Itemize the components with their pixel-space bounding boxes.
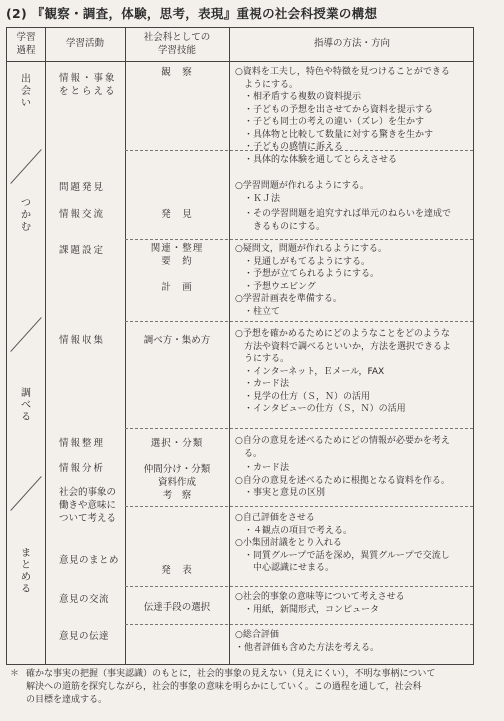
process-shiraberu: 調 べ る	[21, 388, 31, 423]
process-divider	[10, 317, 42, 352]
activity-item: 課題設定	[59, 245, 106, 256]
row-separator	[125, 239, 473, 240]
header-activity: 学習活動	[65, 38, 104, 49]
row-separator	[125, 321, 473, 322]
activity-item: 情報整理	[59, 438, 106, 449]
skill-item: 発 表	[161, 565, 193, 576]
guidance-item: ○資料を工夫し，特色や特徴を見つけることができる ようにする。 ・相矛盾する複数の資料提示 ・子どもの予想を出させてから資料を提示する ・子ども同士の考えの違い（ズレ）を生かす ・具体物と比較して数量に対する驚きを生かす ・子どもの感情に訴える ・具体的な体験を通してとらえさせる	[235, 67, 450, 165]
skill-item: 調べ方・集め方	[143, 335, 211, 346]
header-skill: 社会科としての 学習技能	[143, 32, 211, 56]
activity-item: 社会的事象の 働きや意味に ついて考える	[59, 487, 117, 524]
guidance-item: ○総合評価 ・他者評価も含めた方法を考える。	[235, 630, 380, 653]
skill-item: 関連・整理 要 約 計 画	[150, 243, 204, 293]
activity-item: 情報・事象 をとらえる	[59, 73, 117, 97]
guidance-item: ・カード法 ○自分の意見を述べるために根拠となる資料を作る。 ・事実と意見の区別	[235, 463, 450, 498]
header-divider	[7, 61, 473, 62]
process-tsukamu: つ か む	[21, 198, 31, 233]
process-deai: 出 会 い	[21, 74, 31, 109]
footnote-text: 確かな事実の把握（事実認識）のもとに，社会的事象の見えない（見えにくい），不明な事柄について 解決への道筋を探究しながら，社会的事象の意味を明らかにしていく。この過程を通して，社会科 の目標を達成する。	[26, 669, 436, 705]
column-divider	[45, 28, 46, 664]
activity-item: 意見の交流	[59, 594, 110, 605]
process-divider	[10, 476, 42, 511]
column-divider	[229, 28, 230, 664]
footnote	[4, 668, 502, 707]
skill-item: 仲間分け・分類 資料作成 考 察	[143, 464, 211, 501]
guidance-item: ○予想を確かめるためにどのようなことをどのような 方法や資料で調べるといいか，方法を選択できるよ うにする。 ・インターネット，Ｅメール，FAX ・カード法 ・見学の仕方（Ｓ，Ｎ）の活用 ・インタビューの仕方（Ｓ，Ｎ）の活用	[235, 329, 452, 414]
page-title: (2) 『観察・調査，体験，思考，表現』重視の社会科授業の構想	[6, 6, 378, 21]
header-process: 学習 過程	[16, 32, 36, 56]
guidance-item: ○自分の意見を述べるためにどの情報が必要かを考え る。	[235, 436, 450, 459]
header-guidance: 指導の方法・方向	[313, 38, 390, 49]
row-separator	[125, 428, 473, 429]
process-divider	[10, 149, 42, 184]
skill-item: 選択・分類	[150, 438, 204, 449]
activity-item: 情報分析	[59, 463, 106, 474]
activity-item: 情報交流	[59, 209, 106, 220]
guidance-item: ○社会的事象の意味等について考えさせる ・用紙，新聞形式，コンピュータ	[235, 592, 405, 615]
skill-item: 観 察	[161, 67, 193, 78]
guidance-item: ○学習問題が作れるようにする。 ・ＫＪ法	[235, 181, 369, 204]
guidance-item: ○疑問文，問題が作れるようにする。 ・見通しがもてるようにする。 ・予想が立てられるようにする。 ・予想ウエビング ○学習計画表を準備する。 ・柱立て	[235, 244, 387, 317]
lesson-plan-table	[6, 27, 474, 665]
column-divider	[125, 28, 126, 664]
guidance-item: ○自己評価をさせる ・４観点の項目で考える。 ○小集団討議をとり入れる ・同質グループで話を深め，異質グループで交流し 中心認識にせまる。	[235, 513, 450, 573]
footnote-marker: ＊	[10, 669, 20, 679]
activity-item: 意見の伝達	[59, 631, 110, 642]
row-separator	[125, 624, 473, 625]
activity-item: 問題発見	[59, 182, 106, 193]
skill-item: 発 見	[161, 209, 193, 220]
row-separator	[125, 506, 473, 507]
process-matomeru: ま と め る	[21, 548, 31, 595]
skill-item: 伝達手段の選択	[143, 602, 211, 613]
activity-item: 意見のまとめ	[59, 555, 120, 566]
activity-item: 情報収集	[59, 335, 106, 346]
guidance-item: ・その学習問題を追究すれば単元のねらいを達成で きるものにする。	[244, 209, 452, 232]
row-separator	[125, 586, 473, 587]
